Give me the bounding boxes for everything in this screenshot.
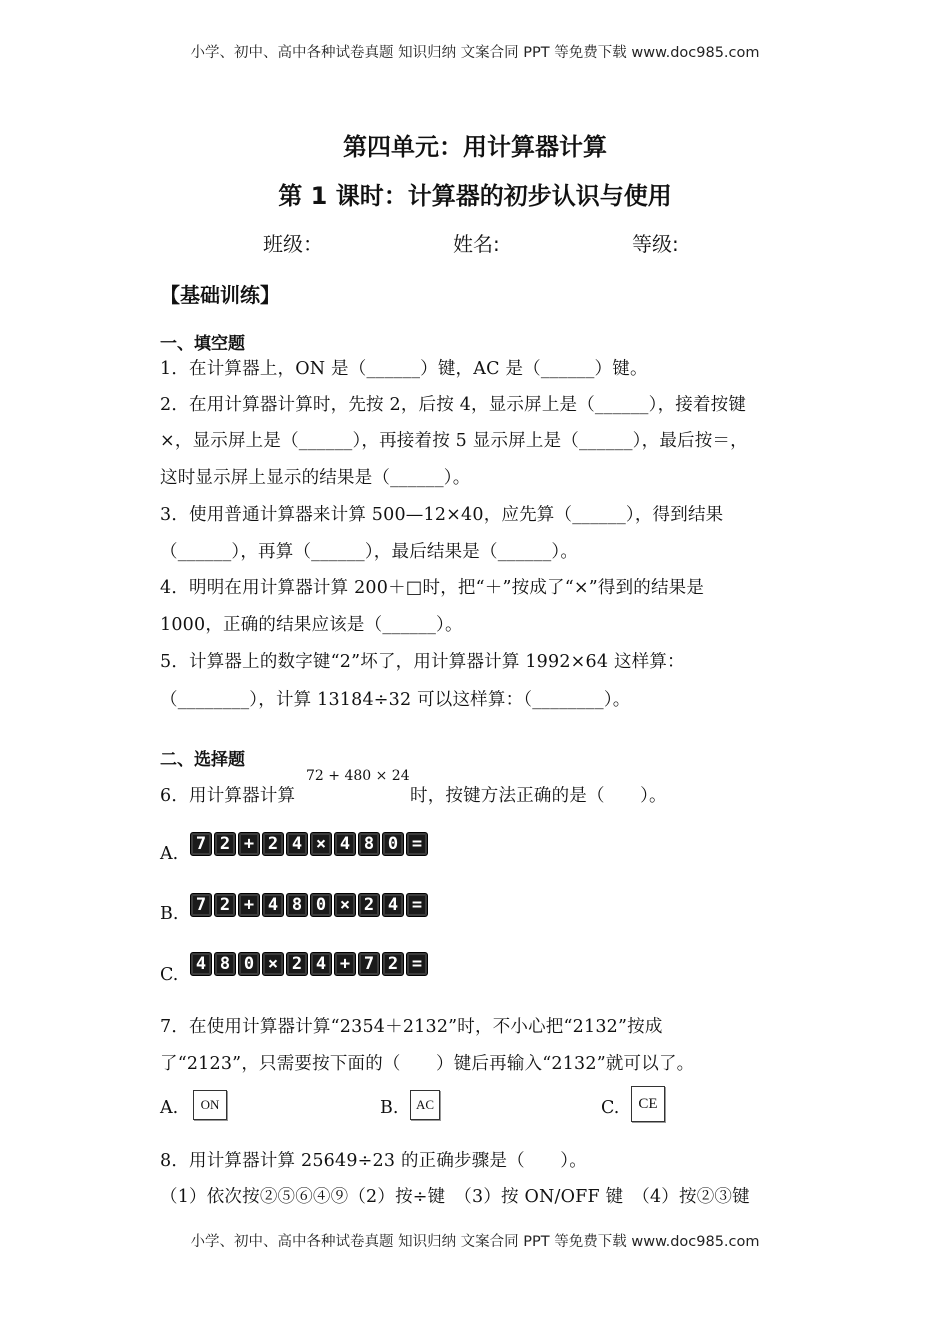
- footer-banner: 小学、初中、高中各种试卷真题 知识归纳 文案合同 PPT 等免费下载 www.doc985.com: [190, 1234, 760, 1250]
- calc-key: ×: [262, 952, 284, 976]
- fill-line: ×，显示屏上是（______），再接着按 5 显示屏上是（______），最后按＝，: [160, 431, 748, 451]
- calc-key: 4: [286, 832, 308, 856]
- on-key[interactable]: ON: [193, 1090, 227, 1120]
- header-banner: 小学、初中、高中各种试卷真题 知识归纳 文案合同 PPT 等免费下载 www.doc985.com: [190, 45, 760, 61]
- calc-key: 8: [214, 952, 236, 976]
- fill-line: 1．在计算器上，ON 是（______）键，AC 是（______）键。: [160, 359, 648, 379]
- name-label: 姓名:: [453, 232, 500, 256]
- calc-key: 4: [190, 952, 212, 976]
- q7-line: 了“2123”，只需要按下面的（ ）键后再输入“2132”就可以了。: [160, 1054, 695, 1074]
- q6-option-b-label: B.: [160, 904, 179, 924]
- section-choice: 二、选择题: [160, 750, 245, 770]
- fill-line: （______），再算（______），最后结果是（______）。: [160, 542, 579, 562]
- calc-key: 0: [238, 952, 260, 976]
- q7-option-a-label: A.: [160, 1098, 179, 1118]
- q6-option-c-label: C.: [160, 965, 179, 985]
- q6-option-a-label: A.: [160, 844, 179, 864]
- q6-formula: 72 + 480 × 24: [306, 768, 410, 784]
- calc-key: 0: [382, 832, 404, 856]
- section-fill-blank: 一、填空题: [160, 334, 245, 354]
- calc-key: 8: [358, 832, 380, 856]
- class-label: 班级：: [263, 232, 323, 256]
- q6-option-b-keys[interactable]: [190, 893, 428, 917]
- calc-key: ×: [334, 893, 356, 917]
- calc-key: 2: [382, 952, 404, 976]
- grade-label: 等级:: [632, 232, 679, 256]
- calc-key: 4: [262, 893, 284, 917]
- calc-key: +: [238, 832, 260, 856]
- calc-key: ×: [310, 832, 332, 856]
- section-basic-training: 【基础训练】: [160, 283, 280, 307]
- q7-option-b-label: B.: [380, 1098, 399, 1118]
- calc-key: 4: [334, 832, 356, 856]
- fill-line: 2．在用计算器计算时，先按 2，后按 4，显示屏上是（______），接着按键: [160, 395, 747, 415]
- calc-key: 2: [262, 832, 284, 856]
- fill-line: 4．明明在用计算器计算 200＋□时，把“＋”按成了“×”得到的结果是: [160, 578, 705, 598]
- calc-key: 0: [310, 893, 332, 917]
- q6-suffix: 时，按键方法正确的是（ ）。: [410, 786, 667, 806]
- calc-key: 4: [382, 893, 404, 917]
- calc-key: =: [406, 893, 428, 917]
- calc-key: =: [406, 952, 428, 976]
- q6-option-a-keys[interactable]: [190, 832, 428, 856]
- q6-option-c-keys[interactable]: [190, 952, 428, 976]
- page-title: 第四单元：用计算器计算: [343, 133, 607, 161]
- calc-key: +: [238, 893, 260, 917]
- fill-line: 3．使用普通计算器来计算 500—12×40，应先算（______），得到结果: [160, 505, 724, 525]
- calc-key: 7: [190, 893, 212, 917]
- calc-key: 4: [310, 952, 332, 976]
- calc-key: 7: [358, 952, 380, 976]
- fill-line: 5．计算器上的数字键“2”坏了，用计算器计算 1992×64 这样算：: [160, 652, 685, 672]
- q8-line: 8．用计算器计算 25649÷23 的正确步骤是（ ）。: [160, 1151, 587, 1171]
- calc-key: 2: [214, 832, 236, 856]
- q8-steps: （1）依次按②⑤⑥④⑨（2）按÷键 （3）按 ON/OFF 键 （4）按②③键: [160, 1187, 750, 1207]
- q7-option-c-label: C.: [601, 1098, 620, 1118]
- ac-key[interactable]: AC: [410, 1090, 440, 1120]
- calc-key: =: [406, 832, 428, 856]
- calc-key: 2: [286, 952, 308, 976]
- q7-line: 7．在使用计算器计算“2354＋2132”时，不小心把“2132”按成: [160, 1017, 663, 1037]
- page-subtitle: 第 1 课时：计算器的初步认识与使用: [278, 182, 672, 210]
- ce-key[interactable]: CE: [631, 1086, 665, 1122]
- calc-key: 2: [358, 893, 380, 917]
- fill-line: 1000，正确的结果应该是（______）。: [160, 615, 463, 635]
- calc-key: +: [334, 952, 356, 976]
- fill-line: （________），计算 13184÷32 可以这样算：（________）。: [160, 690, 631, 710]
- q6-prefix: 6．用计算器计算: [160, 786, 296, 806]
- calc-key: 8: [286, 893, 308, 917]
- calc-key: 7: [190, 832, 212, 856]
- fill-line: 这时显示屏上显示的结果是（______）。: [160, 468, 471, 488]
- calc-key: 2: [214, 893, 236, 917]
